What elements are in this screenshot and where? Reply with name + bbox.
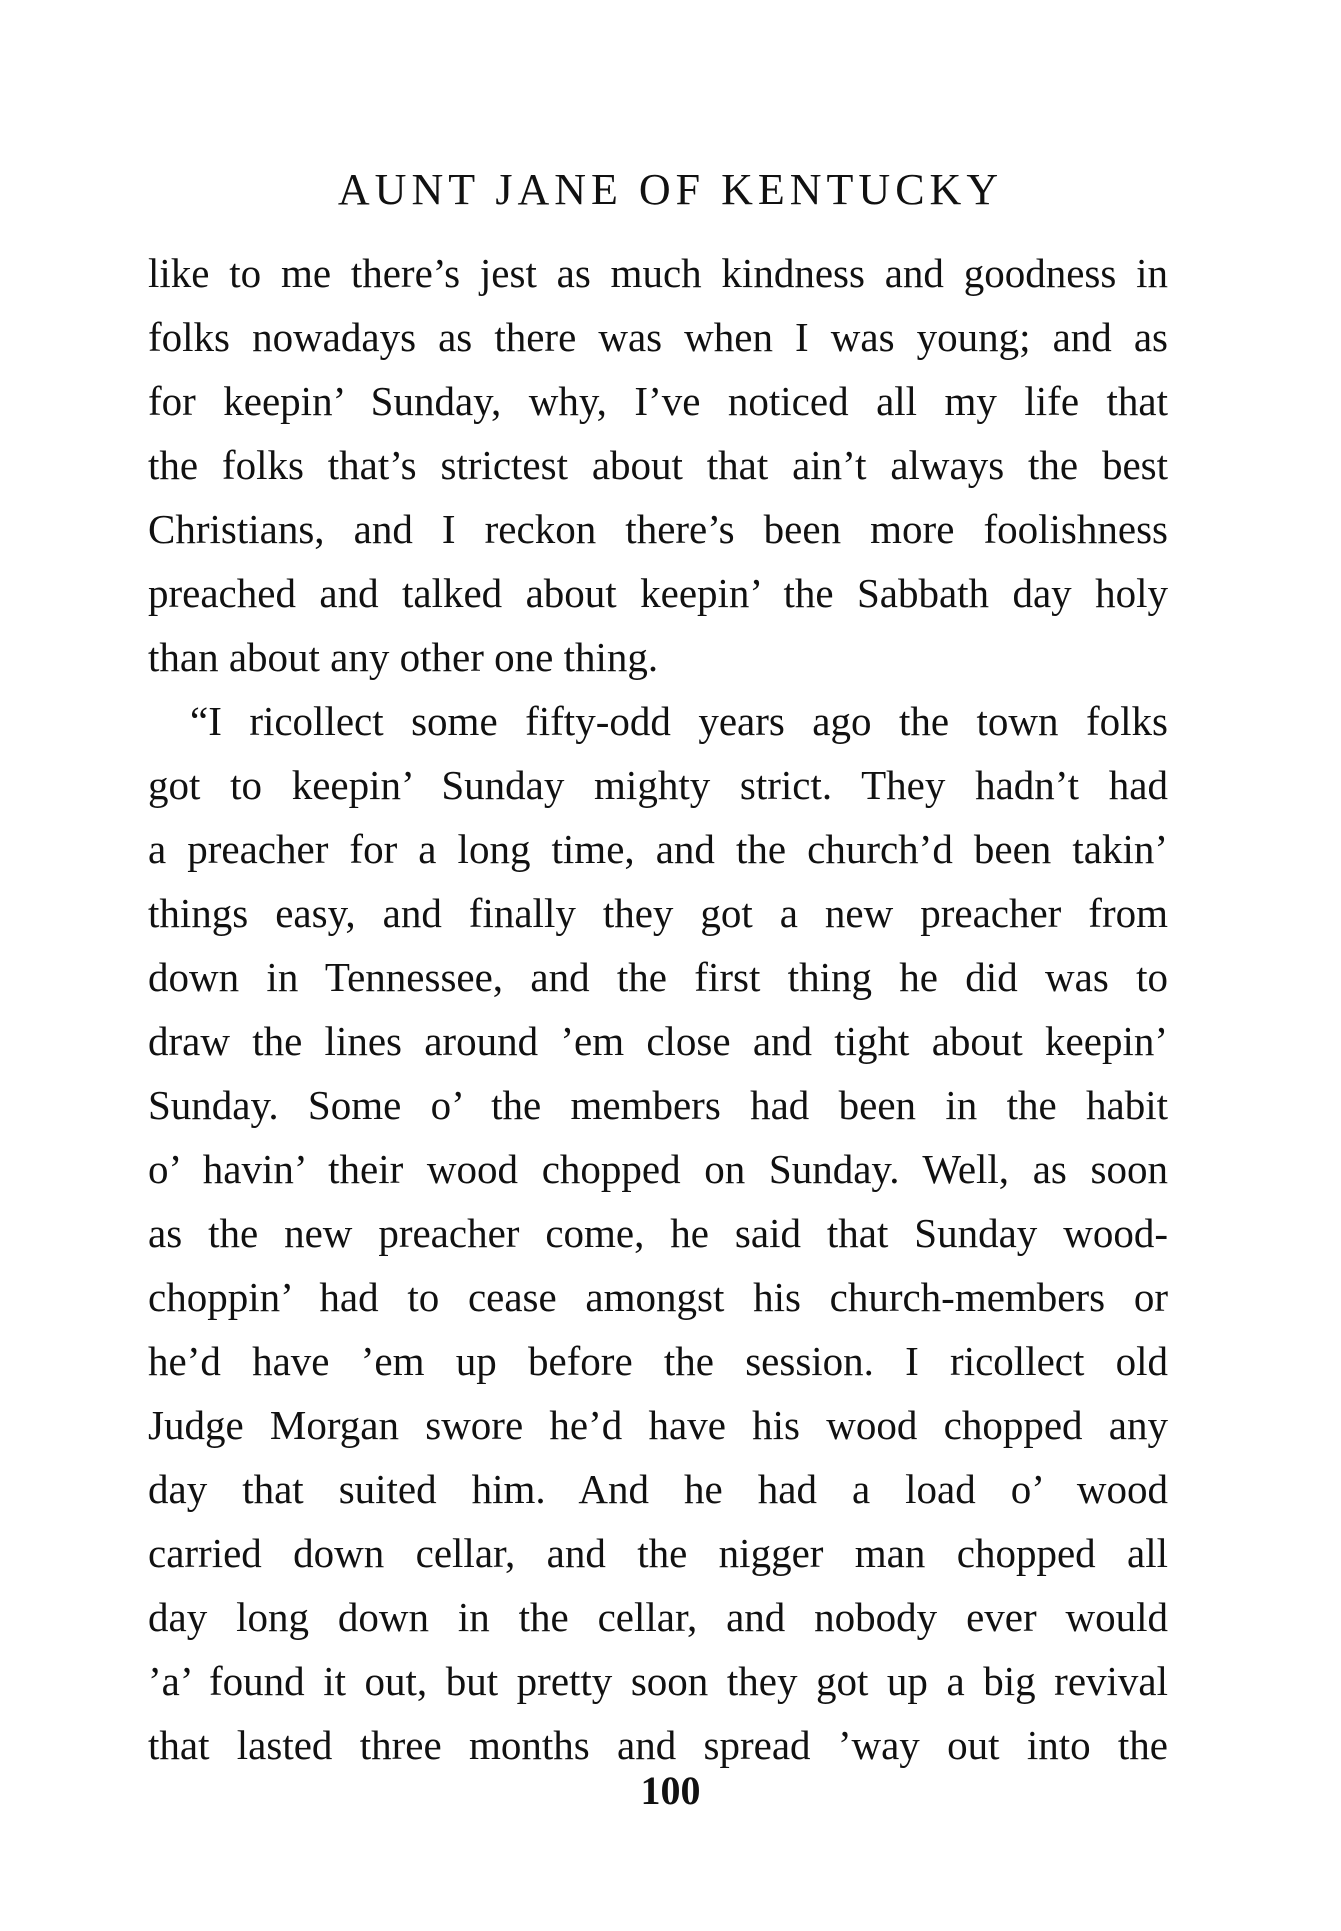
text-line: got to keepin’ Sunday mighty strict. They hadn’t had	[148, 762, 1168, 808]
running-head: AUNT JANE OF KENTUCKY	[337, 165, 1004, 214]
text-line: o’ havin’ their wood chopped on Sunday. Well, as soon	[148, 1146, 1168, 1192]
text-line: than about any other one thing.	[148, 634, 659, 680]
text-line: Christians, and I reckon there’s been more foolishness	[148, 506, 1168, 552]
text-line: ’a’ found it out, but pretty soon they got up a big revival	[148, 1658, 1168, 1704]
text-line: choppin’ had to cease amongst his church-members or	[148, 1274, 1168, 1320]
text-line: preached and talked about keepin’ the Sabbath day holy	[148, 570, 1168, 616]
text-line: day long down in the cellar, and nobody ever would	[148, 1594, 1168, 1640]
text-line: that lasted three months and spread ’way out into the	[148, 1722, 1168, 1768]
text-line: as the new preacher come, he said that Sunday wood-	[148, 1210, 1168, 1256]
text-line: like to me there’s jest as much kindness and goodness in	[148, 250, 1168, 296]
text-line: the folks that’s strictest about that ain’t always the best	[148, 442, 1168, 488]
text-line: things easy, and finally they got a new preacher from	[148, 890, 1168, 936]
text-line: carried down cellar, and the nigger man chopped all	[148, 1530, 1168, 1576]
text-line: he’d have ’em up before the session. I ricollect old	[148, 1338, 1168, 1384]
text-line: a preacher for a long time, and the church’d been takin’	[148, 826, 1168, 872]
text-line: “I ricollect some fifty-odd years ago the town folks	[190, 698, 1168, 744]
page-number: 100	[640, 1768, 701, 1813]
text-line: day that suited him. And he had a load o’ wood	[148, 1466, 1168, 1512]
text-line: for keepin’ Sunday, why, I’ve noticed all my life that	[148, 378, 1168, 424]
text-line: Judge Morgan swore he’d have his wood chopped any	[148, 1402, 1168, 1448]
text-line: folks nowadays as there was when I was young; and as	[148, 314, 1168, 360]
body-text	[148, 241, 1168, 1777]
text-line: down in Tennessee, and the first thing he did was to	[148, 954, 1168, 1000]
text-line: Sunday. Some o’ the members had been in the habit	[148, 1082, 1168, 1128]
text-line: draw the lines around ’em close and tight about keepin’	[148, 1018, 1168, 1064]
